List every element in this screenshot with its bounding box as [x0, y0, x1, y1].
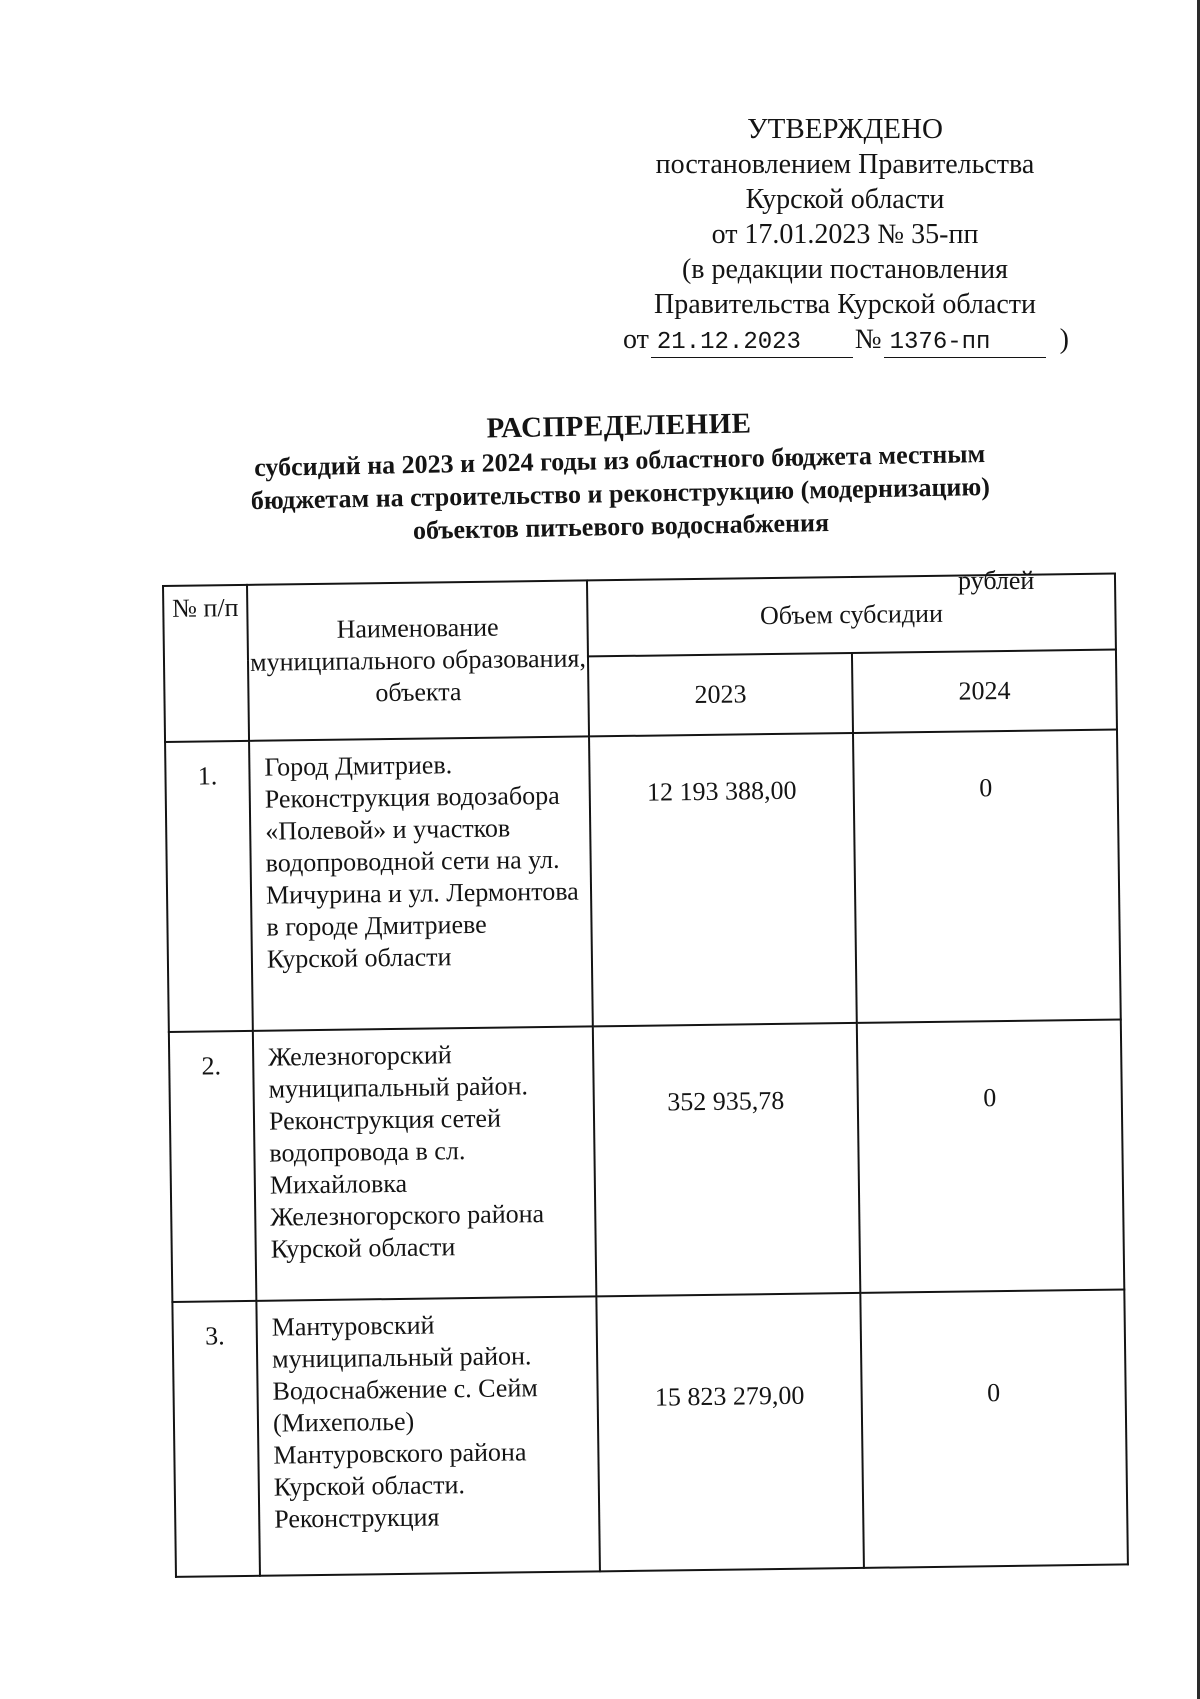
row-value-2024: 0	[857, 1019, 1125, 1292]
approval-line: Курской области	[745, 184, 945, 215]
approval-line: (в редакции постановления	[681, 254, 1009, 285]
document-title: РАСПРЕДЕЛЕНИЕ	[486, 407, 752, 445]
row-value-2024: 0	[860, 1289, 1128, 1567]
table-row	[172, 1289, 1128, 1576]
approval-stamp	[600, 112, 1090, 358]
row-name: Железногорский муниципальный район. Реконструкция сетей водопровода в сл. Михайловка Железногорского района Курской области	[253, 1026, 597, 1300]
document-subtitle-line: субсидий на 2023 и 2024 годы из областного бюджета местным	[253, 438, 986, 483]
row-number: 3.	[172, 1301, 260, 1577]
header-name: Наименование муниципального образования, объекта	[247, 580, 589, 740]
subsidy-table	[162, 573, 1129, 1578]
date-prefix: от	[623, 324, 649, 355]
closing-paren: )	[1059, 324, 1069, 355]
table-row	[169, 1019, 1124, 1301]
row-number: 2.	[169, 1031, 257, 1302]
table-header-row	[163, 574, 1116, 662]
row-number: 1.	[165, 741, 253, 1032]
subsidy-table-wrapper	[162, 573, 1129, 1578]
row-name: Мантуровский муниципальный район. Водоснабжение с. Сейм (Михеполье) Мантуровского района Курской области. Реконструкция	[256, 1296, 600, 1575]
amendment-reference	[600, 322, 1090, 358]
header-number: № п/п	[163, 585, 249, 742]
document-subtitle-line: объектов питьевого водоснабжения	[412, 507, 830, 545]
header-year-2023: 2023	[588, 653, 853, 736]
row-value-2023: 352 935,78	[593, 1023, 861, 1296]
row-name: Город Дмитриев. Реконструкция водозабора «Полевой» и участков водопроводной сети на ул. Мичурина и ул. Лермонтова в городе Дмитриеве Курской области	[249, 736, 593, 1030]
row-value-2023: 12 193 388,00	[589, 733, 857, 1026]
row-value-2024: 0	[853, 730, 1121, 1023]
amendment-number: 1376-пп	[884, 329, 1046, 358]
document-title-block	[194, 400, 1046, 551]
header-year-2024: 2024	[852, 650, 1117, 733]
table-row	[165, 730, 1121, 1032]
approval-line: Правительства Курской области	[654, 289, 1036, 320]
row-value-2023: 15 823 279,00	[596, 1293, 864, 1571]
approval-line: от 17.01.2023 № 35-пп	[711, 219, 979, 250]
header-volume: Объем субсидии	[587, 574, 1116, 657]
number-prefix: №	[854, 324, 882, 355]
approval-line: постановлением Правительства	[655, 149, 1035, 180]
amendment-date: 21.12.2023	[651, 329, 853, 358]
document-subtitle-line: бюджетам на строительство и реконструкцию (модернизацию)	[250, 471, 991, 516]
units-label: рублей	[958, 566, 1035, 595]
approval-heading: УТВЕРЖДЕНО	[747, 113, 943, 145]
